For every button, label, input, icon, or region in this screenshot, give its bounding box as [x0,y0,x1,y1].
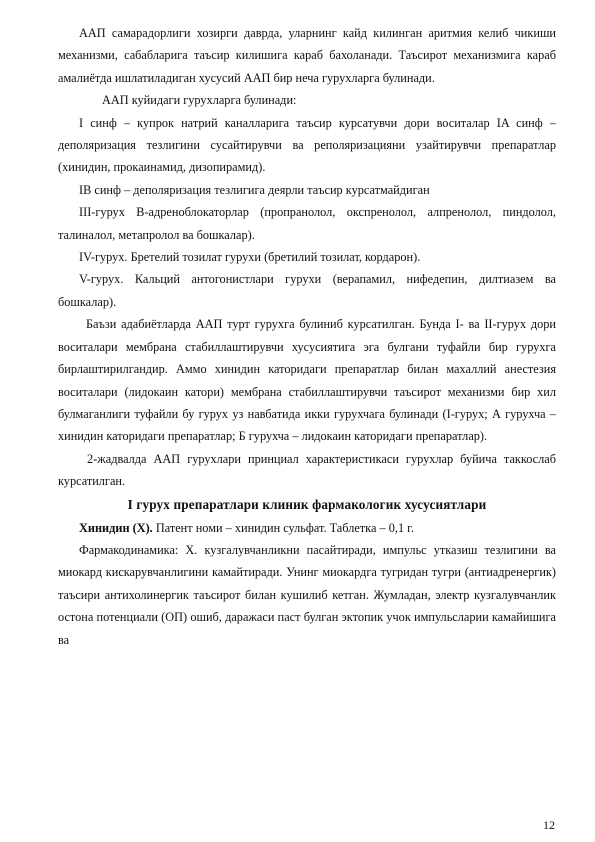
paragraph-pharmacodynamics: Фармакодинамика: Х. кузгалувчанликни пасайтиради, импульс утказиш тезлигини ва миокард кискарувчанлигини камайтиради. Унинг миокардга тугридан тугри (антиадренергик) таъсири антихолинергик таъсирот билан кушилиб кетган. Жумладан, электр кузгалувчанлик остона потенциали (ОП) ошиб, даражаси паст булган эктопик учок импульсларии камайишига ва [58,542,556,647]
paragraph-groups-intro: ААП куйидаги гурухларга булинади: [102,93,297,108]
paragraph-four-groups: Баъзи адабиётларда ААП турт гурухга булиниб курсатилган. Бунда I- ва II-гурух дори воситалари мембрана стабиллаштирувчи хусусиятига эга булгани туфайли бир гурухга бирлаштирилгандир. Аммо хинидин каторидаги препаратлар билан махаллий анестезия воситалари (лидокаин катори) мембрана стабиллаштирувчи таъсирот механизми бир хил булмаганлиги туфайли бу гурух уз навбатида икки гурухчага булинади (I-гурух; А гурухча – хинидин каторидаги препаратлар; Б гурухча – лидокаин каторидаги препаратлар). [58,317,556,444]
document-page [58,22,556,651]
page-number: 12 [543,818,555,832]
paragraph-aap-efficacy: ААП самарадорлиги хозирги даврда, уларнинг кайд килинган аритмия келиб чикиши механизми, сабабларига таъсир килишига караб бахоланади. Таъсирот механизмига караб амалиётда ишлатиладиган хусусий ААП бир неча гурухларга булинади. [58,26,556,85]
section-heading: I гурух препаратлари клиник фармакологик хусусиятлари [127,496,487,512]
paragraph-class-1b: IB синф – деполяризация тезлигига деярли таъсир курсатмайдиган [79,182,430,197]
quinidine-term: Хинидин (Х). [79,520,153,535]
quinidine-details: Патент номи – хинидин сульфат. Таблетка – 0,1 г. [152,520,414,535]
paragraph-group-5: V-гурух. Кальций антогонистлари гурухи (верапамил, нифедепин, дилтиазем ва бошкалар). [58,272,556,309]
paragraph-table-reference: 2-жадвалда ААП гурухлари принциал характеристикаси гурухлар буйича таккослаб курсатилган. [58,451,556,489]
paragraph-group-4: IV-гурух. Бретелий тозилат гурухи (бретилий тозилат, кордарон). [79,250,421,265]
paragraph-quinidine [58,517,556,539]
paragraph-class-1: I синф – купрок натрий каналларига таъсир курсатувчи дори воситалар IA синф – деполяризация тезлигини сусайтирувчи ва реполяризацияни узайтирувчи препаратлар (хинидин, прокаинамид, дизопирамид). [58,115,556,175]
paragraph-group-3: III-гурух В-адреноблокаторлар (пропранолол, окспренолол, алпренолол, пиндолол, талиналол, метапролол ва бошкалар). [58,205,556,242]
